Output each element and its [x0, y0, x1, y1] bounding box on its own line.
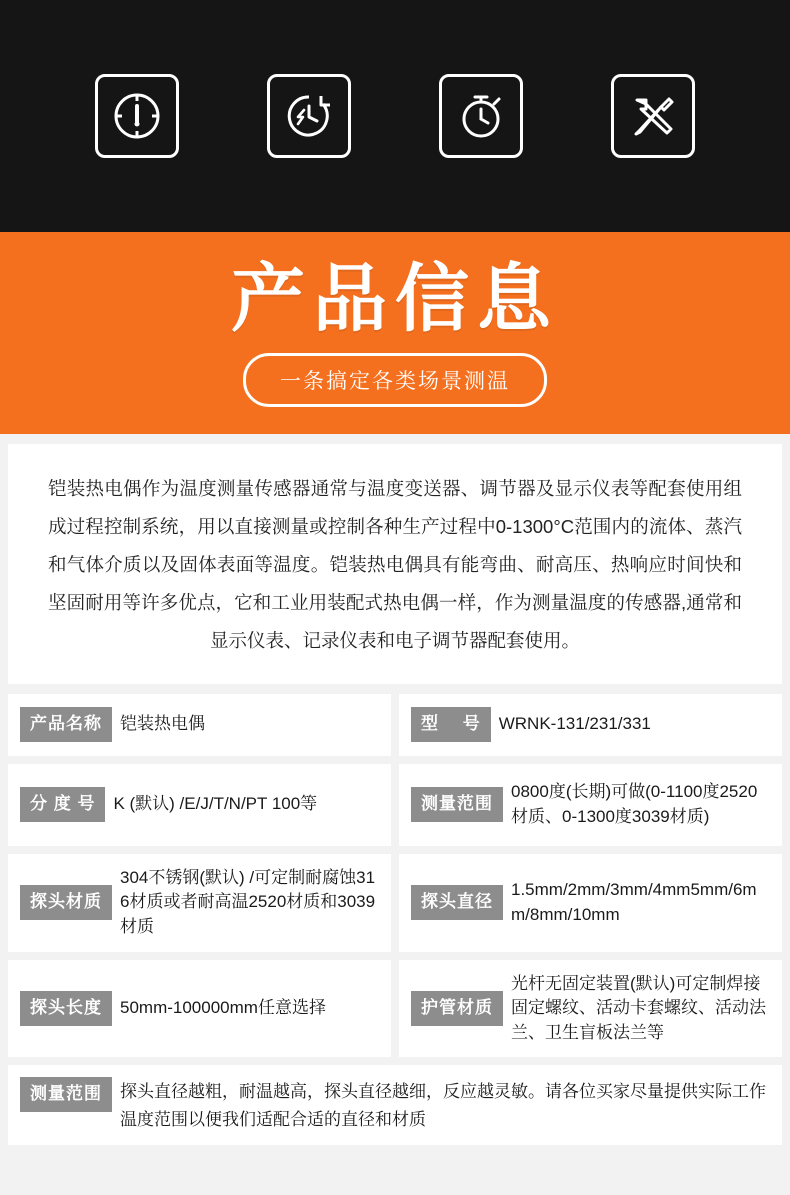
- gauge-icon: [95, 74, 179, 158]
- spec-card: [399, 854, 782, 952]
- spec-value: 铠装热电偶: [120, 714, 205, 734]
- spec-label: 探头直径: [411, 885, 503, 919]
- spec-label: 型 号: [411, 707, 491, 741]
- spec-value: 0800度(长期)可做(0-1100度2520材质、0-1300度3039材质): [511, 781, 758, 826]
- spec-value: K (默认) /E/J/T/N/PT 100等: [113, 794, 318, 814]
- hero-banner: [0, 232, 790, 434]
- hero-subtitle: 一条搞定各类场景测温: [243, 353, 547, 407]
- note-value: 探头直径越粗，耐温越高，探头直径越细，反应越灵敏。请各位买家尽量提供实际工作温度范围以便我们适配合适的直径和材质: [120, 1082, 766, 1129]
- tools-wrench-screwdriver-icon: [611, 74, 695, 158]
- note-card: [8, 1065, 782, 1144]
- spec-value: WRNK-131/231/331: [498, 714, 651, 734]
- spec-value: 304不锈钢(默认) /可定制耐腐蚀316材质或者耐高温2520材质和3039材质: [120, 867, 376, 936]
- fast-response-clock-icon: [267, 74, 351, 158]
- spec-label: 护管材质: [411, 991, 503, 1025]
- spec-card: [8, 764, 391, 846]
- spec-card: [8, 694, 391, 756]
- spec-value: 50mm-100000mm任意选择: [120, 998, 326, 1018]
- spec-label: 测量范围: [411, 787, 503, 821]
- spec-card: [399, 764, 782, 846]
- spec-value: 光杆无固定装置(默认)可定制焊接固定螺纹、活动卡套螺纹、活动法兰、卫生盲板法兰等: [511, 973, 766, 1042]
- spec-grid: [8, 694, 782, 1145]
- spec-card: [8, 854, 391, 952]
- stopwatch-icon: [439, 74, 523, 158]
- intro-paragraph: 铠装热电偶作为温度测量传感器通常与温度变送器、调节器及显示仪表等配套使用组成过程控制系统，用以直接测量或控制各种生产过程中0-1300°C范围内的流体、蒸汽和气体介质以及固体表面等温度。铠装热电偶具有能弯曲、耐高压、热响应时间快和坚固耐用等许多优点，它和工业用装配式热电偶一样，作为测量温度的传感器,通常和显示仪表、记录仪表和电子调节器配套使用。: [48, 478, 742, 651]
- spec-value: 1.5mm/2mm/3mm/4mm5mm/6mm/8mm/10mm: [511, 879, 757, 924]
- icon-band: [0, 0, 790, 232]
- spec-card: [8, 960, 391, 1058]
- spec-label: 分 度 号: [20, 787, 105, 821]
- note-label: 测量范围: [20, 1077, 112, 1111]
- page-title: 产品信息: [231, 257, 559, 340]
- spec-label: 探头材质: [20, 885, 112, 919]
- spec-label: 探头长度: [20, 991, 112, 1025]
- intro-section: [8, 444, 782, 684]
- spec-label: 产品名称: [20, 707, 112, 741]
- spec-card: [399, 694, 782, 756]
- spec-card: [399, 960, 782, 1058]
